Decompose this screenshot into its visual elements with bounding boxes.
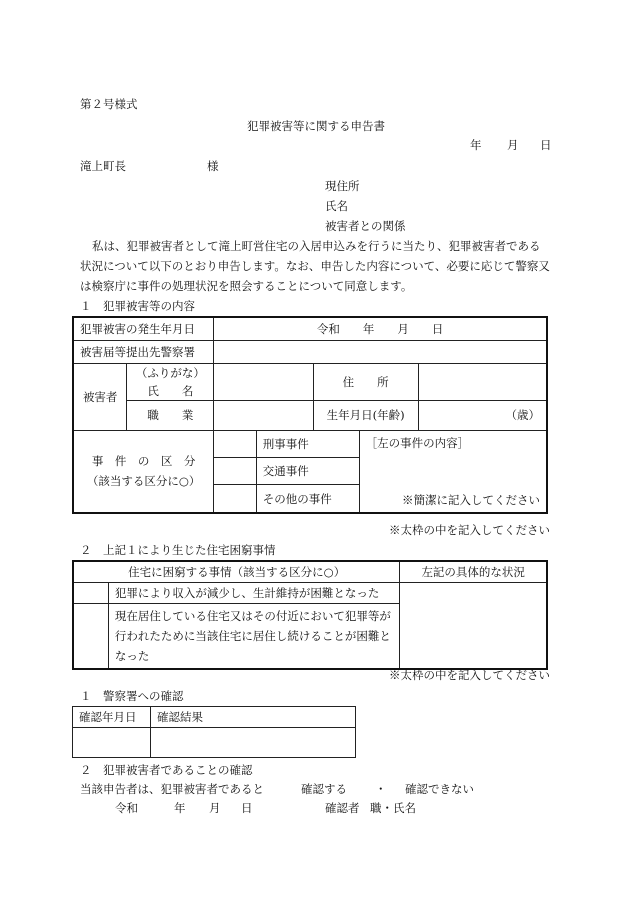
section1-heading: １ 犯罪被害等の内容 — [80, 299, 195, 313]
victim-label: 被害者 — [73, 363, 127, 430]
victim-job-field[interactable] — [214, 400, 313, 430]
confirm-day: 日 — [241, 801, 253, 815]
victim-check-statement: 当該申告者は、犯罪被害者であると — [80, 782, 264, 796]
category-traffic: 交通事件 — [256, 458, 358, 485]
incident-content-note: ※簡潔に記入してください — [402, 493, 540, 507]
category-other: その他の事件 — [256, 485, 358, 512]
confirmer-field[interactable]: 職・氏名 — [370, 801, 416, 815]
victim-check-heading: ２ 犯罪被害者であることの確認 — [80, 763, 253, 777]
confirm-year: 年 — [174, 801, 186, 815]
victim-name-field[interactable] — [214, 363, 313, 400]
check-date-label: 確認年月日 — [73, 707, 151, 728]
confirm-era: 令和 — [115, 801, 138, 815]
category-criminal: 刑事事件 — [256, 431, 358, 458]
check-date-field[interactable] — [73, 728, 151, 758]
category-mark-traffic[interactable] — [214, 458, 256, 485]
reason-mark-income[interactable] — [73, 582, 108, 603]
date-month-label: 月 — [507, 138, 519, 152]
date-year-label: 年 — [470, 138, 482, 152]
victim-age-field[interactable] — [418, 400, 547, 430]
victim-address-field[interactable] — [418, 363, 547, 400]
victim-address-label: 住 所 — [313, 363, 418, 400]
check-result-field[interactable] — [151, 728, 356, 758]
furigana-label: （ふりがな） — [135, 365, 205, 380]
date-day-label: 日 — [540, 138, 552, 152]
police-check-table — [72, 706, 356, 758]
hardship-col2-header: 左記の具体的な状況 — [400, 561, 547, 582]
reason-residence: 現在居住している住宅又はその付近において犯罪等が行われたために当該住宅に居住し続けることが困難となった — [108, 603, 400, 669]
hardship-table — [72, 560, 548, 670]
hardship-detail-field[interactable] — [400, 582, 547, 669]
confirm-month: 月 — [209, 801, 221, 815]
check-result-label: 確認結果 — [151, 707, 356, 728]
section1-note: ※太枠の中を記入してください — [389, 523, 550, 537]
incident-content-label: ［左の事件の内容］ — [365, 435, 470, 450]
category-mark-criminal[interactable] — [214, 431, 256, 458]
category-mark-other[interactable] — [214, 485, 256, 512]
reason-mark-residence[interactable] — [73, 603, 108, 669]
damage-table — [72, 316, 548, 514]
police-station-label: 被害届等提出先警察署 — [73, 340, 214, 363]
victim-name-label — [127, 363, 214, 400]
category-options — [214, 430, 359, 513]
police-check-heading: １ 警察署への確認 — [80, 689, 184, 703]
damage-date-label: 犯罪被害の発生年月日 — [73, 317, 214, 340]
option-separator: ・ — [375, 782, 387, 796]
name-label: 氏 名 — [147, 383, 194, 398]
category-label: 事 件 の 区 分 — [91, 454, 196, 469]
age-unit: （歳） — [505, 408, 540, 422]
police-station-field[interactable] — [214, 340, 547, 363]
victim-job-label: 職 業 — [127, 400, 214, 430]
applicant-address-label: 現住所 — [325, 179, 360, 193]
option-cannot-confirm[interactable]: 確認できない — [405, 782, 474, 796]
damage-date-field[interactable]: 令和 年 月 日 — [214, 317, 547, 340]
form-number: 第２号様式 — [80, 97, 138, 111]
addressee-name: 滝上町長 — [80, 159, 126, 173]
section2-heading: ２ 上記１により生じた住宅困窮事情 — [80, 543, 276, 557]
reason-income: 犯罪により収入が減少し、生計維持が困難となった — [108, 582, 400, 603]
section2-note: ※太枠の中を記入してください — [389, 668, 550, 682]
hardship-col1-header: 住宅に困窮する事情（該当する区分に○） — [73, 561, 400, 582]
applicant-name-label: 氏名 — [325, 199, 348, 213]
incident-content-field[interactable] — [359, 430, 547, 513]
confirmer-label: 確認者 — [325, 801, 360, 815]
victim-birth-label: 生年月日(年齢) — [313, 400, 418, 430]
applicant-relation-label: 被害者との関係 — [325, 219, 406, 233]
declaration-text: 私は、犯罪被害者として滝上町営住宅の入居申込みを行うに当たり、犯罪被害者である状況について以下のとおり申告します。なお、申告した内容について、必要に応じて警察又は検察庁に事件の処理状況を照会することについて同意します。 — [80, 239, 550, 293]
category-hint: （該当する区分に○） — [86, 474, 201, 489]
addressee-honorific: 様 — [207, 159, 219, 173]
option-confirm[interactable]: 確認する — [301, 782, 347, 796]
page-title: 犯罪被害等に関する申告書 — [247, 119, 385, 133]
category-label-cell — [73, 430, 214, 513]
